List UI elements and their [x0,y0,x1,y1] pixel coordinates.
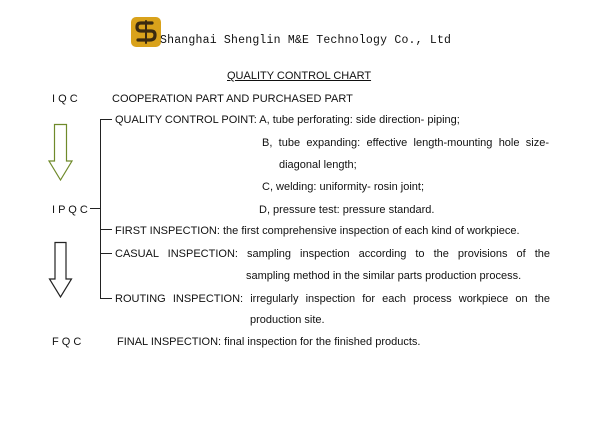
quality-control-point-d: D, pressure test: pressure standard. [259,204,435,216]
quality-control-point-a: QUALITY CONTROL POINT: A, tube perforating: side direction- piping; [115,114,460,126]
quality-control-point-b-continued: diagonal length; [279,159,357,171]
quality-control-point-c: C, welding: uniformity- rosin joint; [262,181,425,193]
bracket-lines [90,119,112,299]
stage-label-ipqc: I P Q C [52,204,88,216]
routing-inspection-line-1: ROUTING INSPECTION: irregularly inspection for each process workpiece on the [115,293,550,305]
first-inspection: FIRST INSPECTION: the first comprehensive inspection of each kind of workpiece. [115,225,520,237]
final-inspection: FINAL INSPECTION: final inspection for the finished products. [117,336,421,348]
stage-label-iqc: I Q C [52,93,78,105]
casual-inspection-line-1: CASUAL INSPECTION: sampling inspection according to the provisions of the [115,248,550,260]
company-name: Shanghai Shenglin M&E Technology Co., Ltd [160,34,452,47]
quality-control-point-b: B, tube expanding: effective length-mounting hole size- [262,137,549,149]
arrow-down-black-icon [50,243,72,298]
casual-inspection-line-2: sampling method in the similar parts production process. [246,270,522,282]
page-title: QUALITY CONTROL CHART [227,70,372,82]
iqc-description: COOPERATION PART AND PURCHASED PART [112,93,353,105]
arrow-down-green-icon [49,125,72,181]
routing-inspection-line-2: production site. [250,314,325,326]
stage-label-fqc: F Q C [52,336,82,348]
